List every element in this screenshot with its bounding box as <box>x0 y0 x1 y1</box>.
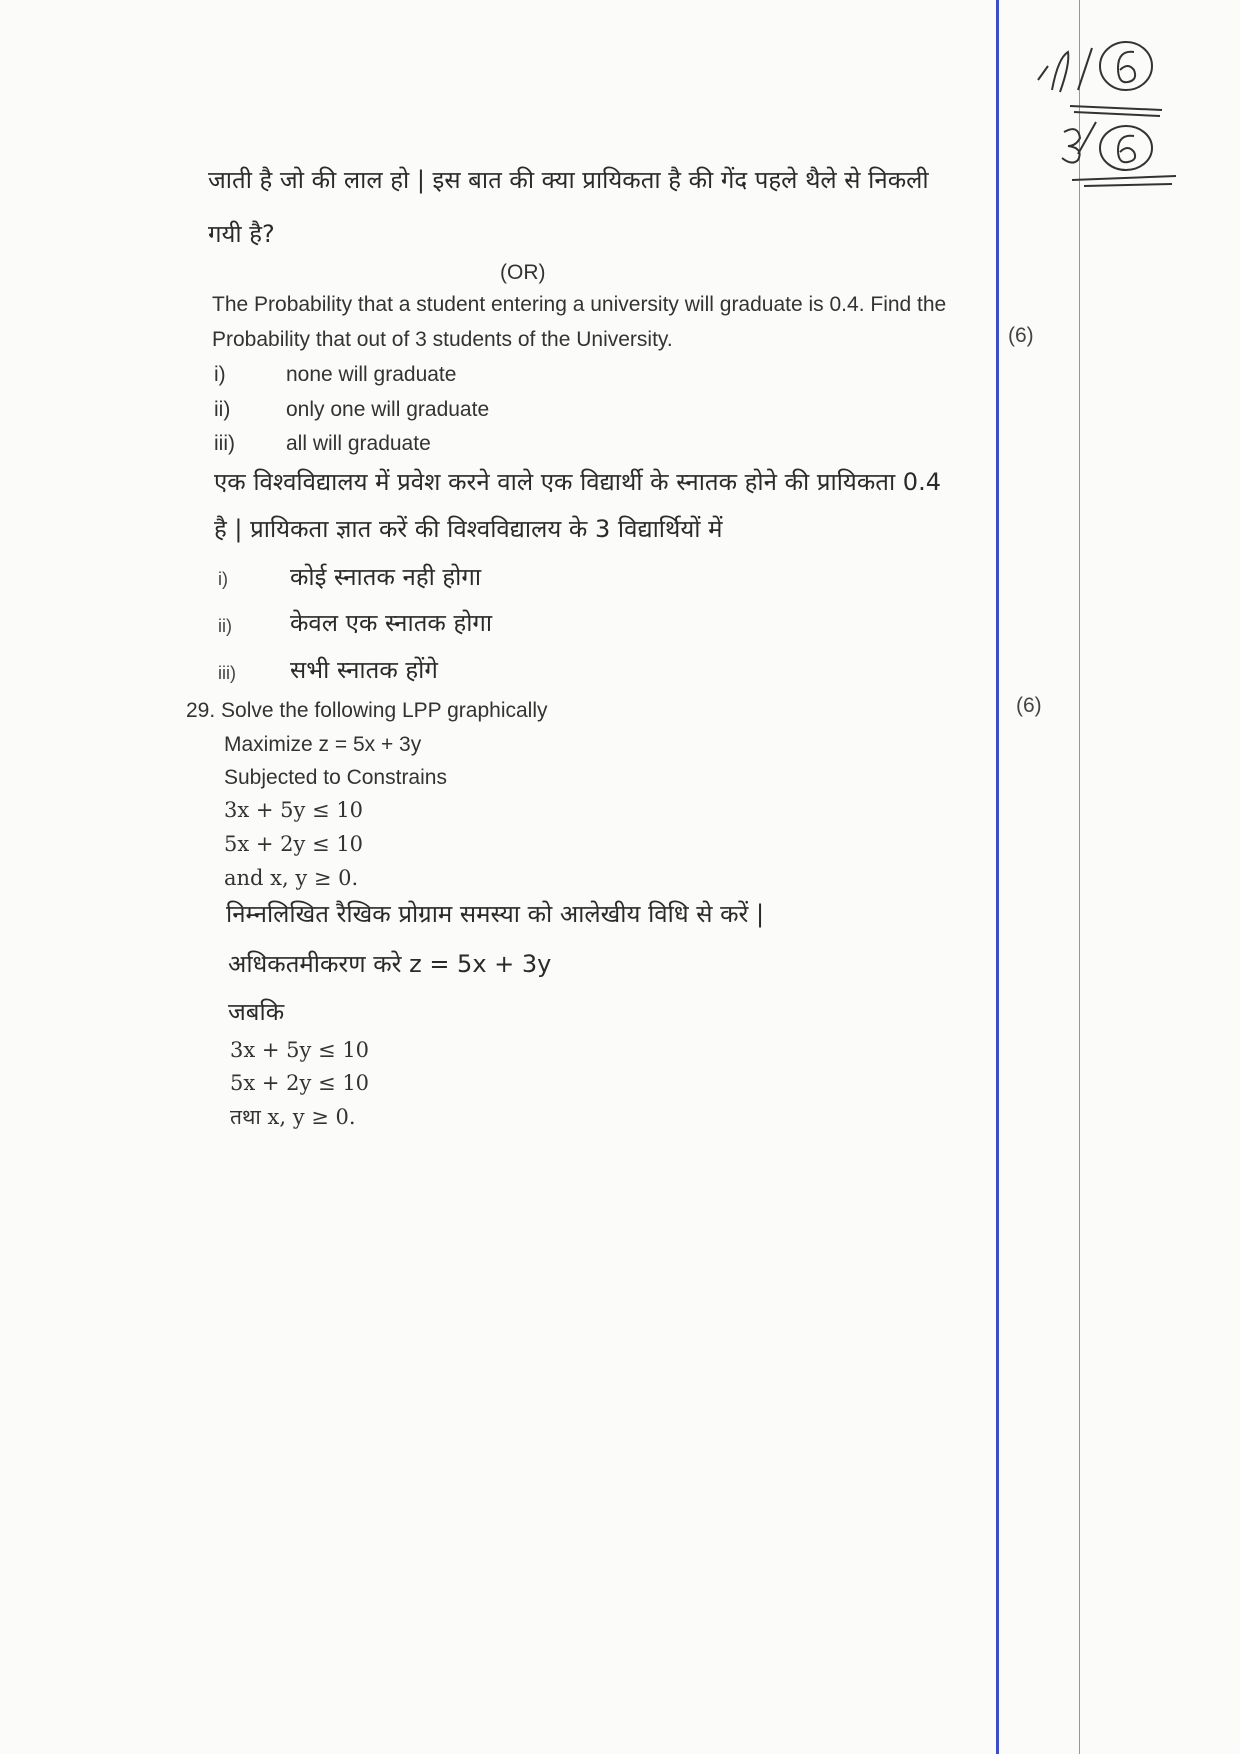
q29-hindi-where: जबकि <box>228 998 285 1026</box>
q29-subjected: Subjected to Constrains <box>224 766 447 789</box>
q29-hindi-intro: निम्नलिखित रैखिक प्रोग्राम समस्या को आलेखीय विधि से करें | <box>226 900 765 928</box>
q29-hindi-maximize: अधिकतमीकरण करे z = 5x + 3y <box>228 950 552 978</box>
q28-marks: (6) <box>1008 324 1034 347</box>
margin-line-blue <box>996 0 999 1754</box>
margin-line-secondary <box>1079 0 1080 1754</box>
q28-text-line1: The Probability that a student entering a university will graduate is 0.4. Find the <box>212 293 947 316</box>
q28-item-num: iii) <box>214 432 235 455</box>
q28-hindi-item-text: कोई स्नातक नही होगा <box>290 563 482 591</box>
q28-item-text: only one will graduate <box>286 398 490 421</box>
q29-constraint-2: 5x + 2y ≤ 10 <box>224 832 364 856</box>
q28-hindi-item-num: iii) <box>218 663 236 683</box>
q29-hindi-constraint-2: 5x + 2y ≤ 10 <box>230 1071 370 1095</box>
q28-hindi-line2: है | प्रायिकता ज्ञात करें की विश्वविद्यालय के 3 विद्यार्थियों में <box>214 515 723 543</box>
q28-text-line2: Probability that out of 3 students of the University. <box>212 328 673 351</box>
q28-item-text: none will graduate <box>286 363 457 386</box>
handwritten-score-bottom <box>1058 118 1188 202</box>
q28-item-num: i) <box>214 363 226 386</box>
q28-hindi-item-num: ii) <box>218 616 232 636</box>
handwritten-score-top <box>1030 28 1170 122</box>
q29-title: 29. Solve the following LPP graphically <box>186 699 548 722</box>
or-label: (OR) <box>500 261 546 284</box>
q28-hindi-item-num: i) <box>218 569 228 589</box>
q29-hindi-constraint-3: तथा x, y ≥ 0. <box>230 1105 356 1129</box>
q28-item-text: all will graduate <box>286 432 431 455</box>
q28-hindi-line1: एक विश्वविद्यालय में प्रवेश करने वाले एक विद्यार्थी के स्नातक होने की प्रायिकता 0.4 <box>214 468 941 496</box>
q29-maximize: Maximize z = 5x + 3y <box>224 733 422 756</box>
q29-hindi-constraint-1: 3x + 5y ≤ 10 <box>230 1038 370 1062</box>
q29-marks: (6) <box>1016 694 1042 717</box>
q29-constraint-3: and x, y ≥ 0. <box>224 866 359 890</box>
q28-hindi-item-text: केवल एक स्नातक होगा <box>290 609 493 637</box>
q28-item-num: ii) <box>214 398 231 421</box>
q28-hindi-item-text: सभी स्नातक होंगे <box>290 656 438 684</box>
q29-constraint-1: 3x + 5y ≤ 10 <box>224 798 364 822</box>
prev-question-hindi-line1: जाती है जो की लाल हो | इस बात की क्या प्रायिकता है की गेंद पहले थैले से निकली <box>208 166 929 194</box>
prev-question-hindi-line2: गयी है? <box>208 220 275 248</box>
